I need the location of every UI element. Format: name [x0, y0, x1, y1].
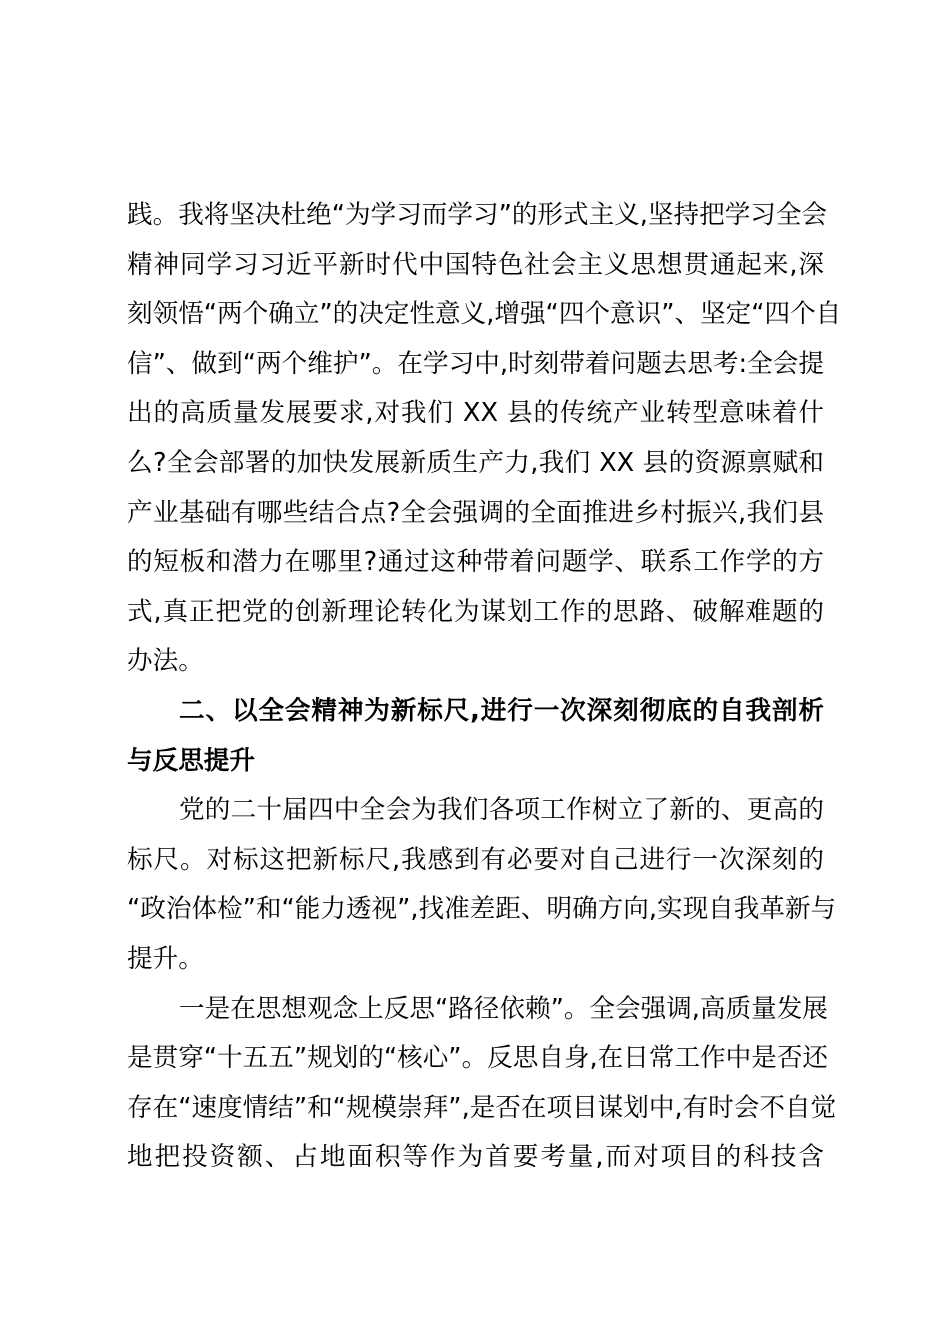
- text-line: 提升。: [127, 943, 204, 974]
- paragraph-2: [127, 786, 837, 984]
- heading-line: 与反思提升: [127, 745, 255, 776]
- heading-line: 二、以全会精神为新标尺,进行一次深刻彻底的自我剖析: [179, 695, 824, 726]
- text-line: 党的二十届四中全会为我们各项工作树立了新的、更高的: [179, 795, 824, 826]
- text-line: 精神同学习习近平新时代中国特色社会主义思想贯通起来,深: [127, 249, 824, 280]
- text-line: 标尺。对标这把新标尺,我感到有必要对自己进行一次深刻的: [127, 844, 824, 875]
- text-line: 办法。: [127, 646, 204, 677]
- text-line: 一是在思想观念上反思“路径依赖”。全会强调,高质量发展: [179, 993, 828, 1024]
- text-line: 产业基础有哪些结合点?全会强调的全面推进乡村振兴,我们县: [127, 497, 824, 528]
- text-line: 的短板和潜力在哪里?通过这种带着问题学、联系工作学的方: [127, 547, 824, 578]
- document-body: [127, 191, 842, 1183]
- text-line: “政治体检”和“能力透视”,找准差距、明确方向,实现自我革新与: [127, 894, 837, 925]
- paragraph-3: [127, 985, 837, 1183]
- text-line: 刻领悟“两个确立”的决定性意义,增强“四个意识”、坚定“四个自: [127, 299, 842, 330]
- paragraph-1: [127, 191, 842, 687]
- text-line: 么?全会部署的加快发展新质生产力,我们 XX 县的资源禀赋和: [127, 447, 824, 478]
- text-line: 践。我将坚决杜绝“为学习而学习”的形式主义,坚持把学习全会: [127, 200, 828, 230]
- text-line: 是贯穿“十五五”规划的“核心”。反思自身,在日常工作中是否还: [127, 1043, 829, 1074]
- text-line: 式,真正把党的创新理论转化为谋划工作的思路、破解难题的: [127, 596, 824, 627]
- text-line: 地把投资额、占地面积等作为首要考量,而对项目的科技含: [127, 1142, 824, 1173]
- text-line: 存在“速度情结”和“规模崇拜”,是否在项目谋划中,有时会不自觉: [127, 1092, 837, 1123]
- text-line: 出的高质量发展要求,对我们 XX 县的传统产业转型意味着什: [127, 398, 824, 429]
- text-line: 信”、做到“两个维护”。在学习中,时刻带着问题去思考:全会提: [127, 348, 824, 379]
- section-heading-2: [127, 687, 824, 786]
